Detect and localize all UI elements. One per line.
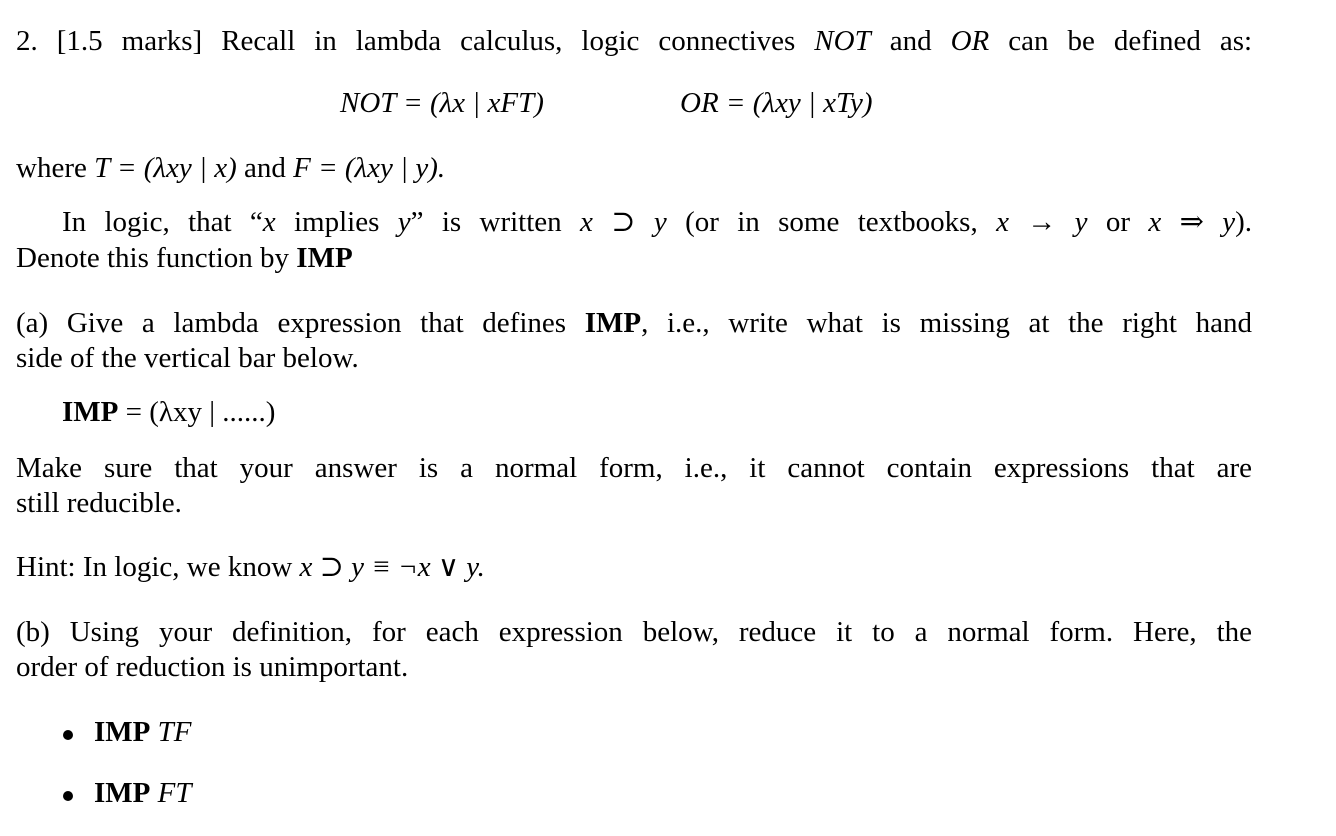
- implies-text-3: (or in some textbooks,: [685, 206, 978, 238]
- imp-template-rhs: = (λxy | ......): [125, 396, 276, 428]
- implies-text-1: In logic, that “: [62, 206, 263, 238]
- and-word: and: [889, 25, 932, 57]
- part-a-label: (a): [16, 307, 49, 339]
- implies-expr-3: x ⇒ y: [1148, 206, 1236, 238]
- implies-expr-2: x → y: [996, 206, 1088, 238]
- implies-x: x: [262, 206, 276, 238]
- implies-text-2: ” is written: [410, 206, 562, 238]
- question-header: [16, 24, 1252, 59]
- question-number: 2.: [16, 25, 38, 57]
- implies-y: y: [397, 206, 411, 238]
- question-intro-tail: can be defined as:: [1008, 25, 1253, 57]
- implies-word: implies: [275, 206, 398, 238]
- bullet-item-1: [94, 715, 191, 750]
- denote-text: Denote this function by: [16, 242, 290, 274]
- imp-template-lhs: IMP: [62, 396, 119, 428]
- where-prefix: where: [16, 152, 87, 184]
- part-b-line-2: order of reduction is unimportant.: [16, 651, 409, 683]
- normal-form-note-2: still reducible.: [16, 487, 182, 519]
- normal-form-note-1: Make sure that your answer is a normal form, i.e., it cannot contain expressions that are: [16, 452, 1252, 484]
- bullet-item-1-imp: IMP: [94, 716, 151, 748]
- implies-expr-1: x ⊃ y: [580, 206, 667, 238]
- bullet-item-1-args: TF: [157, 716, 192, 748]
- where-line: [16, 151, 445, 186]
- bullet-item-2-imp: IMP: [94, 777, 151, 809]
- part-a-tail: , i.e., write what is missing at the right hand: [641, 307, 1253, 339]
- bullet-item-2: [94, 776, 191, 811]
- question-intro: Recall in lambda calculus, logic connectives: [221, 25, 796, 57]
- implies-line: [62, 205, 1252, 240]
- imp-template: [62, 395, 275, 430]
- question-marks: [1.5 marks]: [56, 25, 203, 57]
- hint-expr: x ⊃ y ≡ ¬x ∨ y.: [299, 551, 485, 583]
- bullet-icon: [63, 730, 73, 740]
- hint-text: Hint: In logic, we know: [16, 551, 293, 583]
- not-definition: NOT = (λx | xFT): [340, 87, 544, 119]
- t-definition: T = (λxy | x): [94, 152, 237, 184]
- where-and: and: [243, 152, 286, 184]
- f-definition: F = (λxy | y).: [293, 152, 446, 184]
- or-definition: OR = (λxy | xTy): [680, 87, 873, 119]
- denote-imp: IMP: [296, 242, 353, 274]
- hint-line: [16, 550, 485, 585]
- part-a-line-1: [16, 306, 1252, 341]
- part-a-text: Give a lambda expression that defines: [66, 307, 567, 339]
- bullet-icon: [63, 791, 73, 801]
- implies-or: or: [1105, 206, 1131, 238]
- denote-line: [16, 241, 353, 276]
- part-b-line-1: (b) Using your definition, for each expression below, reduce it to a normal form. Here, the: [16, 616, 1252, 648]
- bullet-item-2-args: FT: [157, 777, 192, 809]
- not-name: NOT: [814, 25, 871, 57]
- or-name: OR: [950, 25, 990, 57]
- part-a-imp: IMP: [584, 307, 642, 339]
- part-a-line-2: side of the vertical bar below.: [16, 342, 359, 374]
- implies-text-4: ).: [1235, 206, 1253, 238]
